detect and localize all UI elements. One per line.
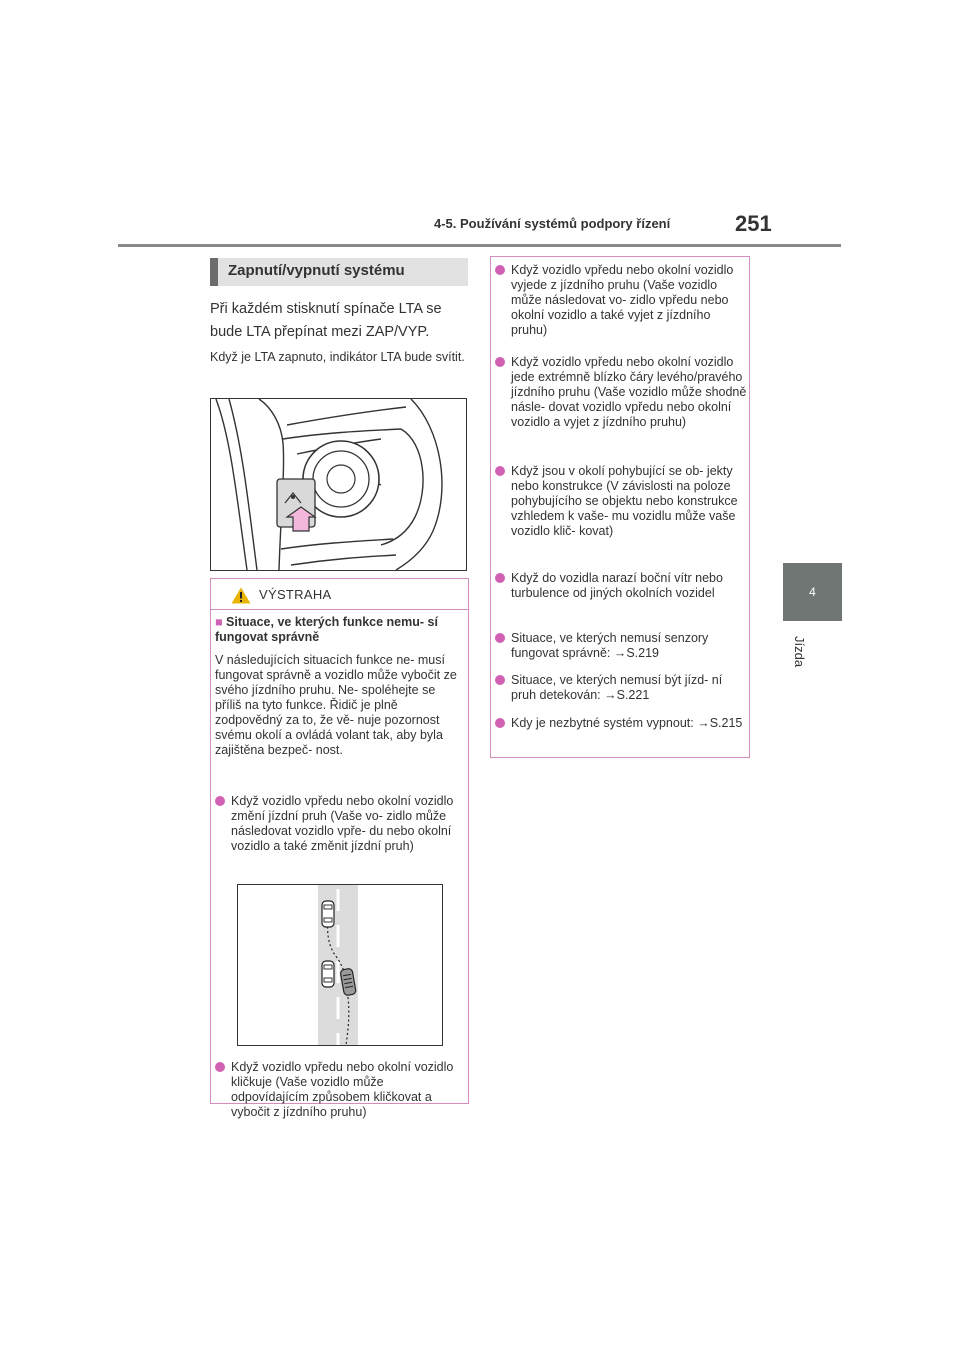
section-heading-text: Zapnutí/vypnutí systému [228, 262, 405, 279]
warning-bullet [215, 794, 463, 854]
chapter-number: 4 [809, 585, 816, 599]
bullet-dot-icon [495, 718, 505, 728]
warning-box [210, 578, 469, 1119]
warning-bullet-text: Situace, ve kterých nemusí být jízd- ní pruh detekován: →S.221 [511, 673, 723, 702]
warning-bullet-text: Když do vozidla narazí boční vítr nebo turbulence od jiných okolních vozidel [511, 571, 723, 600]
warning-bullet [495, 571, 747, 601]
warning-bullet [495, 355, 747, 430]
intro-note: Když je LTA zapnuto, indikátor LTA bude svítit. [210, 350, 465, 364]
warning-title: VÝSTRAHA [259, 587, 332, 602]
intro-paragraph: Při každém stisknutí spínače LTA se bude LTA přepínat mezi ZAP/VYP. [210, 301, 442, 340]
chapter-tab [783, 563, 842, 621]
bullet-dot-icon [495, 573, 505, 583]
warning-bullet-text: Když vozidlo vpředu nebo okolní vozidlo změní jízdní pruh (Vaše vo- zidlo může následovat vozidlo vpře- du nebo okolní vozidlo a také změnit jízdní pruh) [231, 794, 454, 853]
warning-bullet [495, 716, 747, 731]
warning-bullet [495, 464, 747, 539]
warning-intro: V následujících situacích funkce ne- musí fungovat správně a vozidlo může vybočit ze svého jízdního pruhu. Ne- spoléhejte se příliš na tyto funkce. Řidič je plně zodpovědný za to, že vě- nuje pozornost svému okolí a ovládá volant tak, aby byla zajištěna bezpeč- nost. [215, 653, 457, 757]
warning-bullet-text: Kdy je nezbytné systém vypnout: →S.215 [511, 716, 743, 730]
warning-bullet-text: Když vozidlo vpředu nebo okolní vozidlo vyjede z jízdního pruhu (Vaše vozidlo může následovat vo- zidlo vpředu nebo okolní vozidlo a také vyjet z jízdního pruhu) [511, 263, 734, 337]
lane-diagram [238, 885, 442, 1045]
steering-wheel-drawing [211, 399, 466, 570]
car-adjacent-icon [322, 961, 334, 987]
lane-change-illustration [237, 884, 443, 1046]
warning-bullet [495, 673, 747, 703]
car-ahead-icon [322, 901, 334, 927]
section-heading [210, 258, 468, 286]
warning-bullet-text: Když vozidlo vpředu nebo okolní vozidlo jede extrémně blízko čáry levého/pravého jízdního pruhu (Vaše vozidlo může shodně násle- dovat vozidlo vpředu nebo okolní vozidlo a vyjet z jízdního pruhu) [511, 355, 747, 429]
bullet-dot-icon [215, 796, 225, 806]
warning-continuation-box [490, 256, 750, 758]
bullet-dot-icon [215, 1062, 225, 1072]
warning-bullet [215, 1060, 463, 1120]
bullet-dot-icon [495, 265, 505, 275]
warning-bullet [495, 631, 747, 661]
bullet-dot-icon [495, 466, 505, 476]
chapter-label: Jízda [792, 636, 807, 668]
bullet-dot-icon [495, 675, 505, 685]
steering-switch-illustration [210, 398, 467, 571]
page-number: 251 [735, 211, 772, 236]
warning-bullet [495, 263, 747, 338]
warning-bullet-text: Když vozidlo vpředu nebo okolní vozidlo kličkuje (Vaše vozidlo může odpovídajícím způsobem kličkovat a vybočit z jízdního pruhu) [231, 1060, 454, 1119]
header-divider [118, 244, 841, 247]
square-bullet-icon: ■ [215, 615, 223, 629]
warning-bullet-text: Když jsou v okolí pohybující se ob- jekty nebo konstrukce (V závislosti na poloze pohybujícího se objektu nebo konstrukce vzhledem k vaše- mu vozidlu může vaše vozidlo klič- kovat) [511, 464, 738, 538]
warning-header [211, 579, 468, 610]
warning-bullet-text: Situace, ve kterých nemusí senzory fungovat správně: →S.219 [511, 631, 709, 660]
bullet-dot-icon [495, 633, 505, 643]
running-header: 4-5. Používání systémů podpory řízení [434, 216, 671, 231]
warning-triangle-icon [231, 587, 251, 604]
warning-subheading-text: Situace, ve kterých funkce nemu- sí fungovat správně [215, 615, 438, 644]
bullet-dot-icon [495, 357, 505, 367]
warning-subheading [215, 615, 463, 645]
